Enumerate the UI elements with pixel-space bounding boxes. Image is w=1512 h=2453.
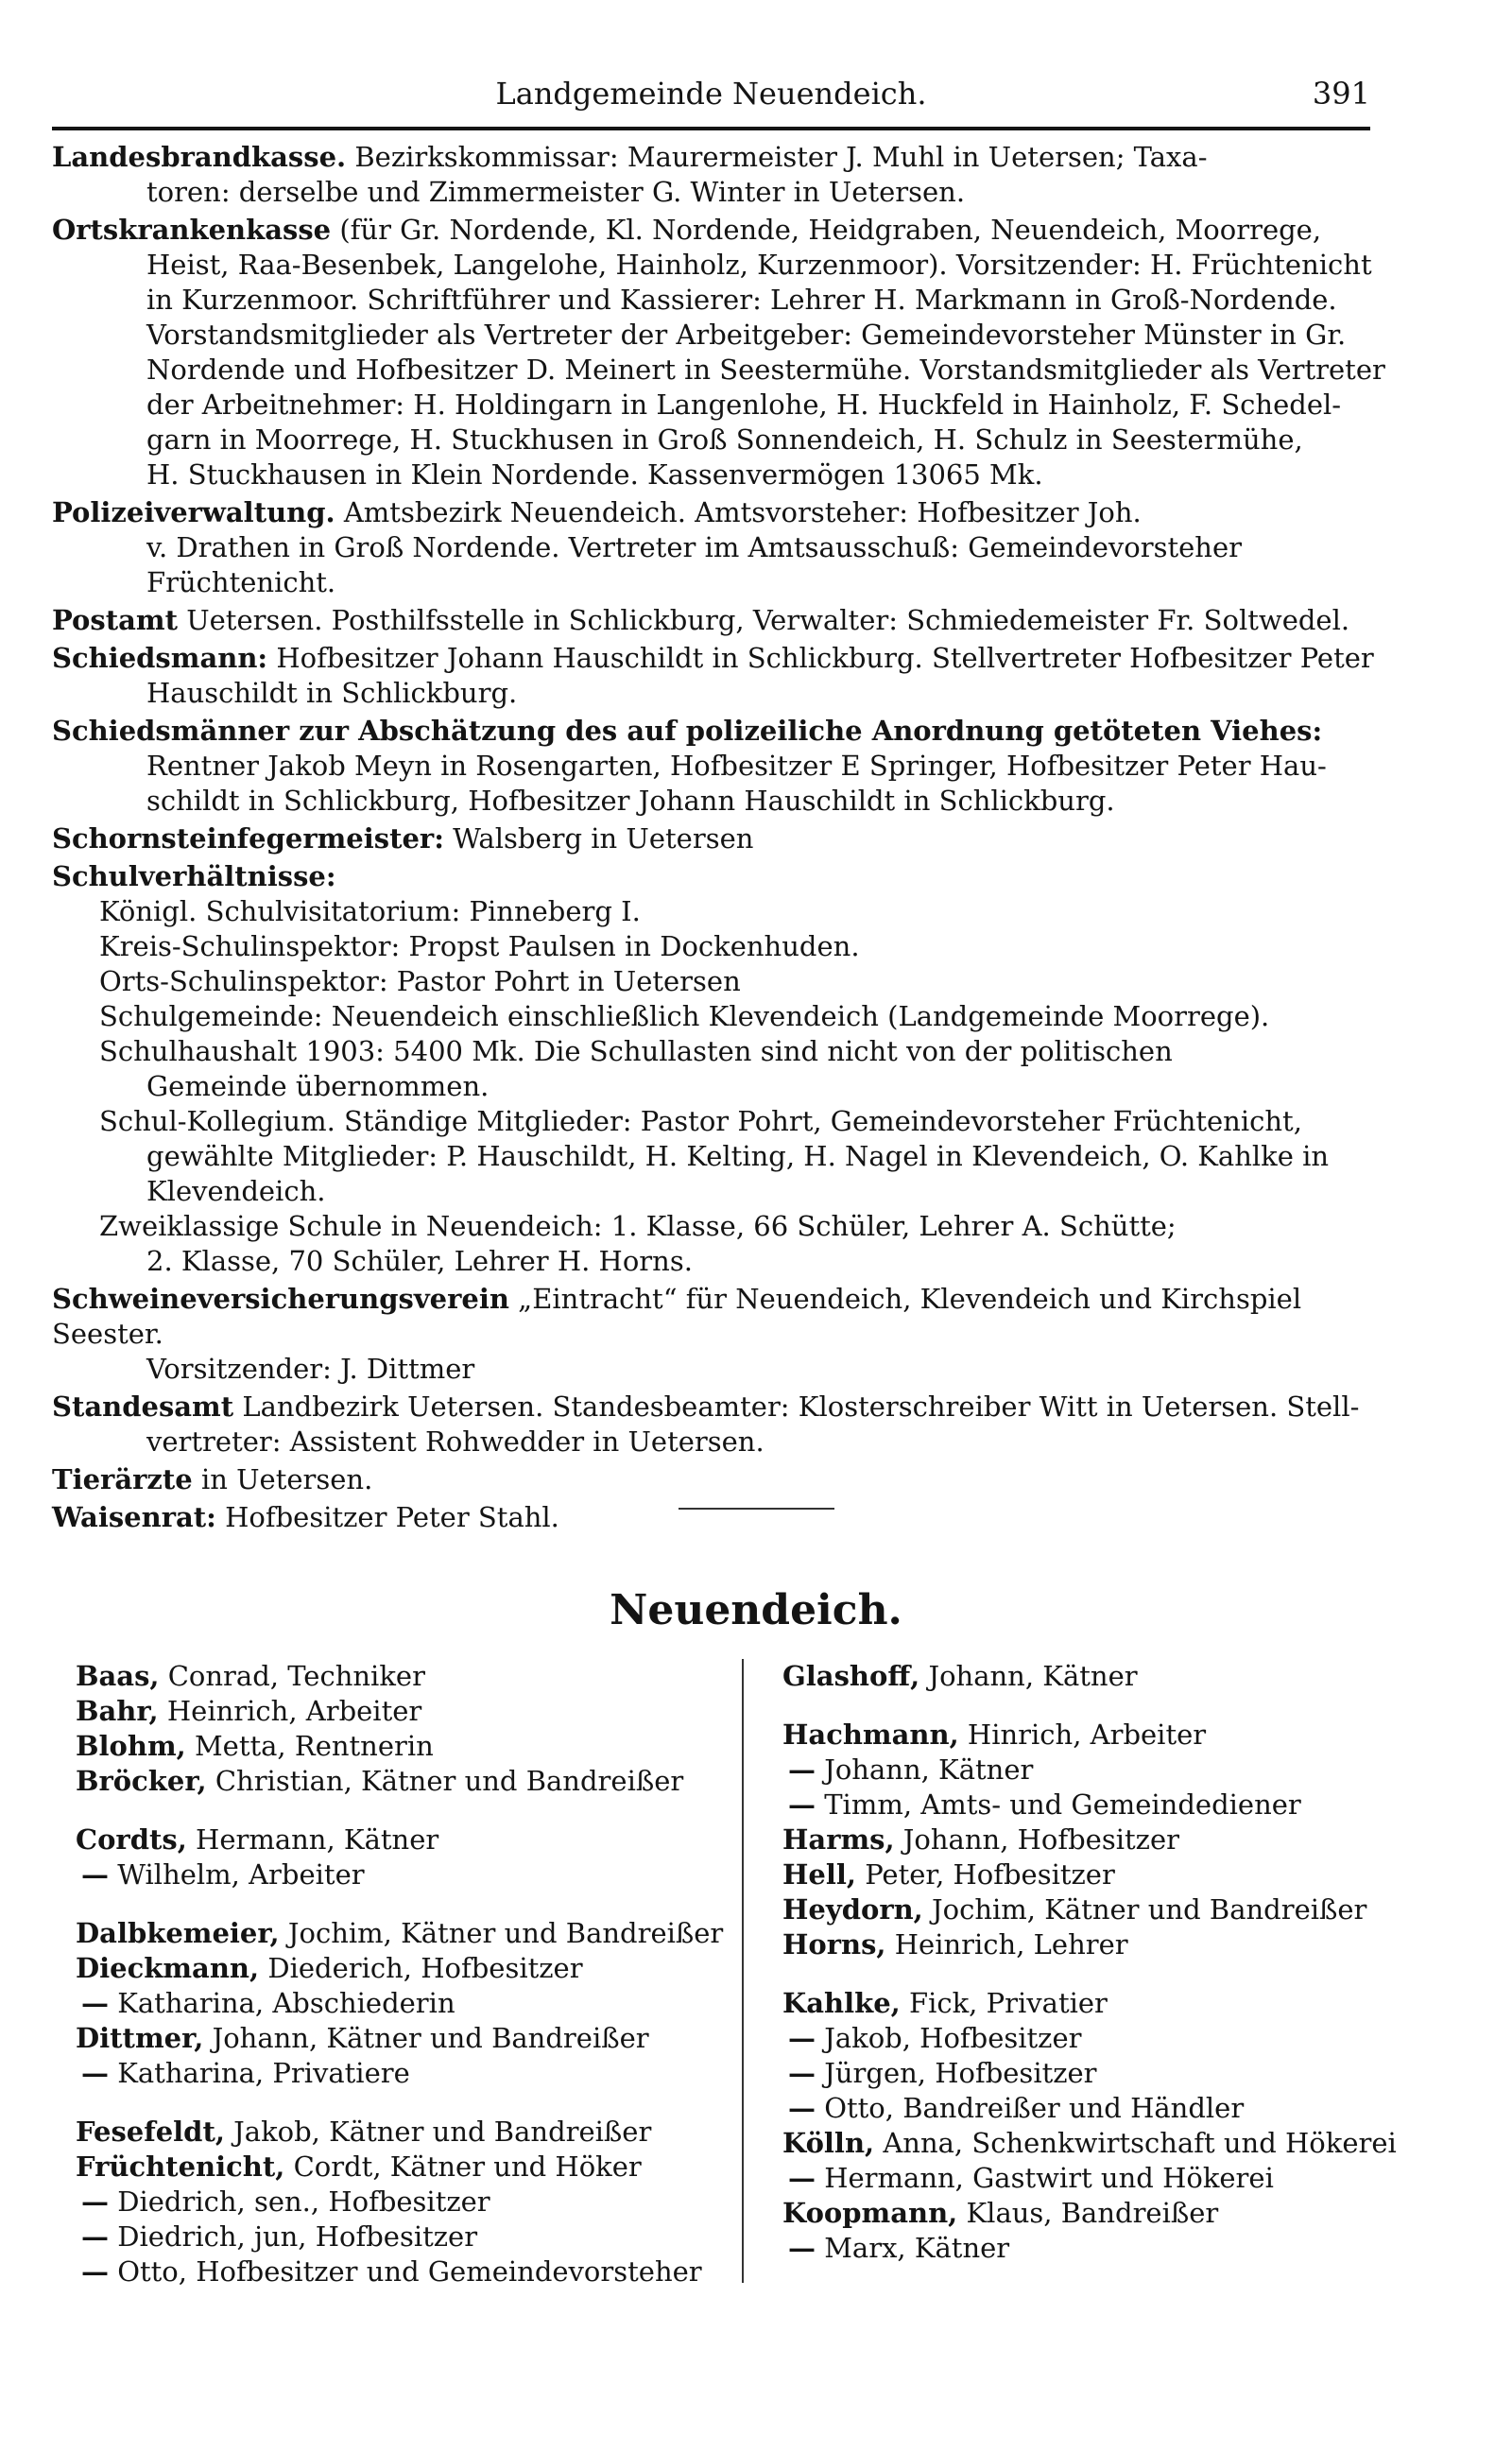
resident-details: Jürgen, Hofbesitzer xyxy=(816,2057,1097,2089)
directory-entry xyxy=(52,1462,1413,1497)
resident-details: Otto, Hofbesitzer und Gemeindevorsteher xyxy=(109,2255,702,2288)
resident-details: Hermann, Gastwirt und Hökerei xyxy=(816,2162,1274,2194)
directory-entry xyxy=(52,821,1413,856)
entry-continuation: schildt in Schlickburg, Hofbesitzer Johann Hauschildt in Schlickburg. xyxy=(146,785,1115,817)
resident-surname: Cordts, xyxy=(76,1823,187,1856)
entry-lead: Postamt xyxy=(52,604,178,636)
directory-entry xyxy=(52,641,1413,711)
school-detail-line: Kreis-Schulinspektor: Propst Paulsen in Dockenhuden. xyxy=(99,930,860,962)
resident-entry xyxy=(76,1986,718,2021)
entry-continuation: Nordende und Hofbesitzer D. Meinert in Seestermühe. Vorstandsmitglieder als Vertreter xyxy=(146,354,1385,386)
page-header xyxy=(52,76,1370,125)
resident-details: Diedrich, sen., Hofbesitzer xyxy=(109,2185,490,2218)
directory-entry xyxy=(52,1390,1413,1460)
resident-details: Marx, Kätner xyxy=(816,2232,1010,2264)
resident-surname: — xyxy=(81,2185,109,2218)
entry-lead: Landesbrandkasse. xyxy=(52,141,347,173)
resident-entry xyxy=(782,1857,1427,1892)
resident-details: Fick, Privatier xyxy=(900,1987,1108,2019)
entry-continuation: der Arbeitnehmer: H. Holdingarn in Langenlohe, H. Huckfeld in Hainholz, F. Schedel- xyxy=(146,389,1342,421)
school-detail-line: Klevendeich. xyxy=(146,1175,326,1207)
entry-continuation: Vorstandsmitglieder als Vertreter der Arbeitgeber: Gemeindevorsteher Münster in Gr. xyxy=(146,319,1347,351)
resident-surname: Bröcker, xyxy=(76,1765,207,1797)
resident-entry xyxy=(782,1927,1427,1962)
resident-surname: — xyxy=(788,1753,816,1786)
section-divider xyxy=(679,1508,834,1510)
directory-entry xyxy=(52,495,1413,600)
header-rule xyxy=(52,127,1370,130)
resident-details: Jakob, Kätner und Bandreißer xyxy=(224,2116,652,2148)
resident-surname: — xyxy=(788,1788,816,1821)
school-detail-line: gewählte Mitglieder: P. Hauschildt, H. Kelting, H. Nagel in Klevendeich, O. Kahlke in xyxy=(146,1140,1330,1172)
entry-lead: Schulverhältnisse: xyxy=(52,860,336,892)
resident-surname: — xyxy=(788,2022,816,2054)
resident-entry xyxy=(76,1694,718,1729)
entry-first-line xyxy=(52,821,1413,856)
resident-details: Johann, Hofbesitzer xyxy=(894,1823,1179,1856)
entry-first-line xyxy=(52,1500,1413,1535)
resident-details: Heinrich, Arbeiter xyxy=(158,1695,422,1727)
entry-first-line xyxy=(52,1390,1413,1425)
resident-surname: Blohm, xyxy=(76,1730,186,1762)
resident-entry xyxy=(76,2185,718,2220)
entry-continuation: v. Drathen in Groß Nordende. Vertreter im Amtsausschuß: Gemeindevorsteher xyxy=(146,531,1242,563)
resident-entry xyxy=(76,1857,718,1892)
resident-surname: — xyxy=(81,2057,109,2089)
school-detail-line: Orts-Schulinspektor: Pastor Pohrt in Uetersen xyxy=(99,965,741,997)
entry-lead: Waisenrat: xyxy=(52,1501,216,1533)
directory-entry xyxy=(52,213,1413,492)
entry-lead: Standesamt xyxy=(52,1391,234,1423)
resident-group xyxy=(76,1659,718,1799)
page-number: 391 xyxy=(1312,76,1370,112)
resident-entry xyxy=(76,2021,718,2056)
resident-entry xyxy=(782,2021,1427,2056)
resident-details: Diederich, Hofbesitzer xyxy=(259,1952,583,1984)
resident-details: Johann, Kätner xyxy=(816,1753,1034,1786)
resident-list xyxy=(76,1659,1427,2288)
resident-surname: — xyxy=(788,2057,816,2089)
entry-text: Amtsbezirk Neuendeich. Amtsvorsteher: Hofbesitzer Joh. xyxy=(343,496,1142,528)
entry-continuation: garn in Moorrege, H. Stuckhusen in Groß Sonnendeich, H. Schulz in Seestermühe, xyxy=(146,423,1303,456)
resident-details: Katharina, Privatiere xyxy=(109,2057,410,2089)
resident-entry xyxy=(782,1788,1427,1822)
resident-surname: Fesefeldt, xyxy=(76,2116,225,2148)
resident-surname: Dalbkemeier, xyxy=(76,1917,280,1949)
resident-details: Johann, Kätner und Bandreißer xyxy=(203,2022,649,2054)
entry-text: Landbezirk Uetersen. Standesbeamter: Klosterschreiber Witt in Uetersen. Stell- xyxy=(242,1391,1360,1423)
column-divider xyxy=(742,1659,744,2283)
entry-first-line xyxy=(52,495,1413,530)
resident-entry xyxy=(782,1718,1427,1753)
entry-text: in Uetersen. xyxy=(200,1463,373,1495)
resident-details: Heinrich, Lehrer xyxy=(885,1928,1128,1961)
resident-group xyxy=(782,1986,1427,2266)
entry-continuation: Vorsitzender: J. Dittmer xyxy=(146,1353,475,1385)
school-detail-line: Königl. Schulvisitatorium: Pinneberg I. xyxy=(99,895,641,927)
entry-first-line xyxy=(52,213,1413,248)
resident-details: Klaus, Bandreißer xyxy=(957,2197,1219,2229)
school-detail-line: Zweiklassige Schule in Neuendeich: 1. Klasse, 66 Schüler, Lehrer A. Schütte; xyxy=(99,1210,1177,1242)
entry-lead: Polizeiverwaltung. xyxy=(52,496,335,528)
resident-surname: Hachmann, xyxy=(782,1719,959,1751)
resident-entry xyxy=(782,2126,1427,2161)
resident-surname: Bahr, xyxy=(76,1695,159,1727)
resident-surname: — xyxy=(788,2232,816,2264)
resident-surname: Heydorn, xyxy=(782,1893,923,1926)
entry-continuation: Hauschildt in Schlickburg. xyxy=(146,677,518,709)
resident-details: Metta, Rentnerin xyxy=(185,1730,434,1762)
directory-entry xyxy=(52,1282,1413,1387)
school-detail-line: Gemeinde übernommen. xyxy=(146,1070,490,1102)
directory-entry xyxy=(52,859,1413,1279)
resident-surname: Früchtenicht, xyxy=(76,2151,285,2183)
resident-details: Peter, Hofbesitzer xyxy=(855,1858,1115,1891)
entry-first-line xyxy=(52,859,1413,894)
resident-entry xyxy=(76,2220,718,2254)
resident-surname: Kahlke, xyxy=(782,1987,901,2019)
entry-first-line xyxy=(52,1282,1413,1352)
entry-continuation: vertreter: Assistent Rohwedder in Uetersen. xyxy=(146,1425,765,1458)
resident-entry xyxy=(782,1659,1427,1694)
entry-first-line xyxy=(52,1462,1413,1497)
entry-continuation: Früchtenicht. xyxy=(146,566,336,598)
entry-lead: Schiedsmänner zur Abschätzung des auf polizeiliche Anordnung getöteten Viehes: xyxy=(52,715,1323,747)
resident-entry xyxy=(782,2091,1427,2126)
school-detail-line: Schul-Kollegium. Ständige Mitglieder: Pastor Pohrt, Gemeindevorsteher Früchtenicht, xyxy=(99,1105,1302,1137)
resident-details: Jakob, Hofbesitzer xyxy=(816,2022,1082,2054)
resident-surname: Harms, xyxy=(782,1823,895,1856)
resident-surname: — xyxy=(81,1987,109,2019)
resident-surname: — xyxy=(788,2092,816,2124)
entry-lead: Schweineversicherungsverein xyxy=(52,1283,509,1315)
resident-details: Timm, Amts- und Gemeindediener xyxy=(816,1788,1301,1821)
entry-first-line xyxy=(52,140,1413,175)
resident-surname: Hell, xyxy=(782,1858,856,1891)
resident-entry xyxy=(782,1892,1427,1927)
resident-column-right xyxy=(782,1659,1427,2289)
resident-details: Conrad, Techniker xyxy=(159,1660,425,1692)
resident-entry xyxy=(76,2056,718,2091)
entry-lead: Schiedsmann: xyxy=(52,642,268,674)
resident-entry xyxy=(76,2254,718,2289)
entry-lead: Ortskrankenkasse xyxy=(52,214,332,246)
resident-details: Katharina, Abschiederin xyxy=(109,1987,455,2019)
resident-details: Jochim, Kätner und Bandreißer xyxy=(922,1893,1367,1926)
resident-surname: Dittmer, xyxy=(76,2022,204,2054)
school-detail-line: Schulhaushalt 1903: 5400 Mk. Die Schullasten sind nicht von der politischen xyxy=(99,1035,1173,1067)
entry-text: Walsberg in Uetersen xyxy=(453,822,754,855)
entry-continuation: Heist, Raa-Besenbek, Langelohe, Hainholz, Kurzenmoor). Vorsitzender: H. Früchtenicht xyxy=(146,249,1372,281)
entry-first-line xyxy=(52,603,1413,638)
resident-entry xyxy=(782,2196,1427,2231)
resident-entry xyxy=(76,2150,718,2185)
entry-continuation: Rentner Jakob Meyn in Rosengarten, Hofbesitzer E Springer, Hofbesitzer Peter Hau- xyxy=(146,750,1327,782)
resident-surname: — xyxy=(788,2162,816,2194)
resident-details: Diedrich, jun, Hofbesitzer xyxy=(109,2220,478,2253)
resident-entry xyxy=(76,1916,724,1951)
resident-details: Jochim, Kätner und Bandreißer xyxy=(279,1917,724,1949)
resident-surname: Koopmann, xyxy=(782,2197,958,2229)
resident-details: Johann, Kätner xyxy=(919,1660,1138,1692)
entry-first-line xyxy=(52,714,1413,749)
resident-surname: Baas, xyxy=(76,1660,160,1692)
resident-column-left xyxy=(76,1659,724,2313)
entry-text: Hofbesitzer Johann Hauschildt in Schlickburg. Stellvertreter Hofbesitzer Peter xyxy=(276,642,1374,674)
directory-entry xyxy=(52,1500,1413,1535)
resident-surname: — xyxy=(81,2220,109,2253)
entry-continuation: toren: derselbe und Zimmermeister G. Winter in Uetersen. xyxy=(146,176,966,208)
resident-surname: Dieckmann, xyxy=(76,1952,260,1984)
school-detail-line: 2. Klasse, 70 Schüler, Lehrer H. Horns. xyxy=(146,1245,693,1277)
directory-entry xyxy=(52,140,1413,210)
resident-entry xyxy=(76,1659,718,1694)
resident-group xyxy=(76,2115,718,2289)
entry-continuation: in Kurzenmoor. Schriftführer und Kassierer: Lehrer H. Markmann in Groß-Nordende. xyxy=(146,284,1337,316)
resident-surname: Horns, xyxy=(782,1928,886,1961)
entry-first-line xyxy=(52,641,1413,676)
entry-continuation: H. Stuckhausen in Klein Nordende. Kassenvermögen 13065 Mk. xyxy=(146,458,1043,491)
directory-entries xyxy=(52,140,1413,1538)
entry-lead: Schornsteinfegermeister: xyxy=(52,822,444,855)
entry-text: (für Gr. Nordende, Kl. Nordende, Heidgraben, Neuendeich, Moorrege, xyxy=(339,214,1322,246)
school-detail-line: Schulgemeinde: Neuendeich einschließlich Klevendeich (Landgemeinde Moorrege). xyxy=(99,1000,1270,1032)
resident-surname: Glashoff, xyxy=(782,1660,920,1692)
resident-surname: — xyxy=(81,1858,109,1891)
resident-details: Hinrich, Arbeiter xyxy=(958,1719,1207,1751)
resident-entry xyxy=(76,1951,718,1986)
resident-group xyxy=(76,1822,718,1892)
resident-entry xyxy=(76,1764,718,1799)
resident-entry xyxy=(76,1822,718,1857)
resident-group xyxy=(782,1659,1427,1694)
resident-surname: Kölln, xyxy=(782,2127,875,2159)
running-title: Landgemeinde Neuendeich. xyxy=(495,76,927,112)
directory-entry xyxy=(52,714,1413,819)
resident-details: Otto, Bandreißer und Händler xyxy=(816,2092,1245,2124)
resident-entry xyxy=(782,1986,1427,2021)
resident-group xyxy=(76,1916,724,2091)
resident-entry xyxy=(782,1822,1427,1857)
entry-text: „Eintracht“ für Neuendeich, Klevendeich und Kirchspiel Seester. xyxy=(52,1283,1302,1350)
entry-lead: Tierärzte xyxy=(52,1463,193,1495)
resident-details: Anna, Schenkwirtschaft und Hökerei xyxy=(874,2127,1397,2159)
resident-entry xyxy=(782,2056,1427,2091)
resident-details: Hermann, Kätner xyxy=(186,1823,439,1856)
entry-text: Uetersen. Posthilfsstelle in Schlickburg, Verwalter: Schmiedemeister Fr. Soltwedel. xyxy=(186,604,1350,636)
section-title: Neuendeich. xyxy=(610,1586,902,1634)
resident-details: Christian, Kätner und Bandreißer xyxy=(206,1765,684,1797)
entry-text: Bezirkskommissar: Maurermeister J. Muhl in Uetersen; Taxa- xyxy=(354,141,1208,173)
resident-entry xyxy=(782,2161,1427,2196)
resident-entry xyxy=(782,2231,1427,2266)
resident-entry xyxy=(76,2115,718,2150)
directory-entry xyxy=(52,603,1413,638)
resident-entry xyxy=(76,1729,718,1764)
resident-details: Wilhelm, Arbeiter xyxy=(109,1858,365,1891)
resident-entry xyxy=(782,1753,1427,1788)
resident-group xyxy=(782,1718,1427,1962)
entry-text: Hofbesitzer Peter Stahl. xyxy=(225,1501,559,1533)
resident-details: Cordt, Kätner und Höker xyxy=(284,2151,642,2183)
resident-surname: — xyxy=(81,2255,109,2288)
